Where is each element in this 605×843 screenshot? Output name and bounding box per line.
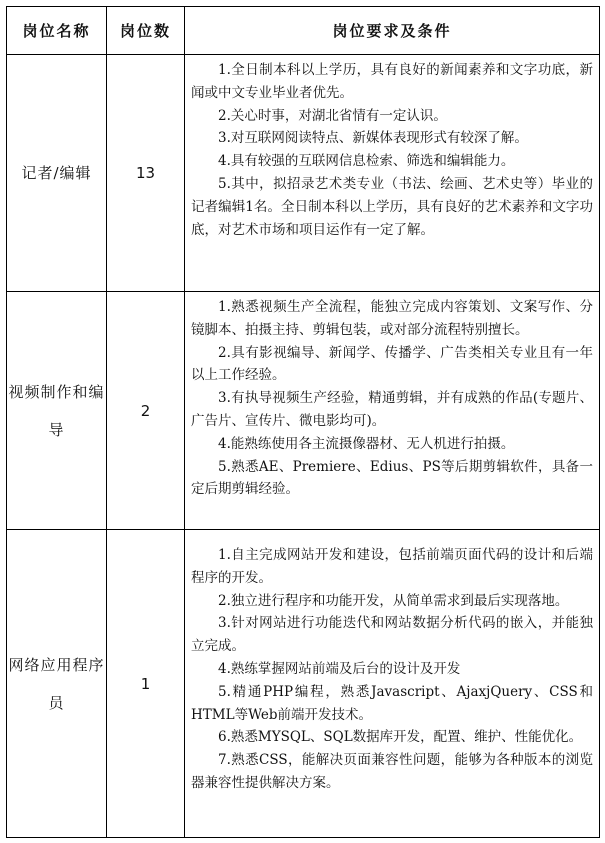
- position-name: 网络应用程序员: [7, 530, 107, 838]
- requirement-item: 4.具有较强的互联网信息检索、筛选和编辑能力。: [218, 153, 515, 170]
- position-name: 记者/编辑: [7, 55, 107, 292]
- requirement-item: 2.具有影视编导、新闻学、传播学、广告类相关专业且有一年以上工作经验。: [191, 344, 593, 384]
- header-row: [7, 7, 600, 55]
- requirement-item: 6.熟悉MYSQL、SQL数据库开发，配置、维护、性能优化。: [218, 729, 583, 746]
- job-requirements-table: [6, 6, 600, 838]
- requirement-item: 4.能熟练使用各主流摄像器材、无人机进行拍摄。: [218, 435, 515, 452]
- position-count: 2: [107, 292, 185, 530]
- position-name: 视频制作和编导: [7, 292, 107, 530]
- requirement-item: 5.熟悉AE、Premiere、Edius、PS等后期剪辑软件，具备一定后期剪辑经验。: [191, 458, 593, 498]
- header-position-name: 岗位名称: [7, 7, 107, 55]
- table-row: [7, 55, 600, 292]
- position-count: 1: [107, 530, 185, 838]
- requirement-item: 3.有执导视频生产经验，精通剪辑，并有成熟的作品(专题片、广告片、宣传片、微电影均可)。: [191, 390, 593, 429]
- requirements-cell: [185, 292, 600, 530]
- requirement-item: 1.自主完成网站开发和建设，包括前端页面代码的设计和后端程序的开发。: [191, 547, 593, 586]
- requirement-item: 3.对互联网阅读特点、新媒体表现形式有较深了解。: [218, 130, 528, 147]
- requirement-item: 5.其中，拟招录艺术类专业（书法、绘画、艺术史等）毕业的记者编辑1名。全日制本科以上学历，具有良好的艺术素养和文字功底，对艺术市场和项目运作有一定了解。: [191, 175, 593, 238]
- document-page: [6, 6, 600, 838]
- header-requirements: 岗位要求及条件: [185, 7, 600, 55]
- requirement-item: 1.熟悉视频生产全流程，能独立完成内容策划、文案写作、分镜脚本、拍摄主持、剪辑包装，或对部分流程特别擅长。: [191, 299, 593, 338]
- requirement-item: 1.全日制本科以上学历，具有良好的新闻素养和文字功底，新闻或中文专业毕业者优先。: [191, 62, 593, 101]
- table-row: [7, 292, 600, 530]
- requirement-item: 2.独立进行程序和功能开发，从简单需求到最后实现落地。: [218, 592, 569, 609]
- requirements-cell: [185, 55, 600, 292]
- requirements-cell: [185, 530, 600, 838]
- requirement-item: 2.关心时事，对湖北省情有一定认识。: [218, 107, 447, 124]
- requirement-item: 5.精通PHP编程，熟悉Javascript、AjaxjQuery、CSS和HTML等Web前端开发技术。: [191, 683, 593, 723]
- requirement-item: 3.针对网站进行功能迭代和网站数据分析代码的嵌入，并能独立完成。: [191, 615, 593, 655]
- requirement-item: 4.熟练掌握网站前端及后台的设计及开发: [218, 660, 461, 677]
- table-row: [7, 530, 600, 838]
- position-count: 13: [107, 55, 185, 292]
- header-position-count: 岗位数: [107, 7, 185, 55]
- requirement-item: 7.熟悉CSS，能解决页面兼容性问题，能够为各种版本的浏览器兼容性提供解决方案。: [191, 752, 593, 791]
